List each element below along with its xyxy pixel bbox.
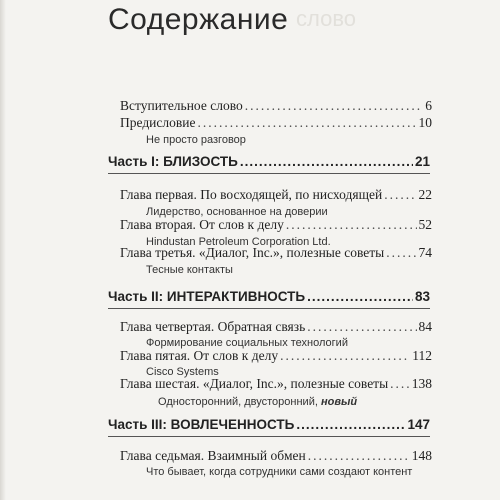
toc-entry-subtitle: Тесные контакты <box>146 264 233 276</box>
toc-entry-page: 84 <box>418 319 432 334</box>
toc-part-label: Часть III: ВОВЛЕЧЕННОСТЬ <box>108 417 295 432</box>
page-edge-shadow <box>0 0 6 500</box>
toc-entry-label: Глава пятая. От слов к делу <box>120 348 279 363</box>
toc-entry-page: 138 <box>411 376 432 391</box>
toc-entry-subtitle: Hindustan Petroleum Corporation Ltd. <box>146 236 331 248</box>
part-divider <box>108 308 430 309</box>
toc-entry-label: Глава четвертая. Обратная связь <box>120 319 306 334</box>
toc-part-page: 147 <box>407 417 430 432</box>
toc-entry-page: 74 <box>418 245 432 260</box>
toc-part-2[interactable] <box>108 289 430 304</box>
toc-entry-subtitle: Лидерство, основанное на доверии <box>146 206 328 218</box>
toc-entry-label: Глава вторая. От слов к делу <box>120 217 284 232</box>
toc-entry-label: Глава седьмая. Взаимный обмен <box>120 448 306 463</box>
toc-part-label: Часть I: БЛИЗОСТЬ <box>108 154 238 169</box>
toc-entry-subtitle: Cisco Systems <box>146 366 219 378</box>
part-divider <box>108 173 430 174</box>
toc-entry-label: Глава шестая. «Диалог, Inc.», полезные советы <box>120 376 389 391</box>
leader-dots <box>197 115 416 131</box>
toc-part-page: 83 <box>414 289 430 304</box>
toc-part-page: 21 <box>414 154 430 169</box>
leader-dots <box>308 448 410 464</box>
toc-chapter-4[interactable] <box>120 319 432 335</box>
toc-entry-label: Вступительное слово <box>120 98 243 113</box>
part-divider <box>108 436 430 437</box>
leader-dots <box>390 376 410 392</box>
toc-entry-subtitle: Не просто разговор <box>146 134 246 146</box>
toc-part-1[interactable] <box>108 154 430 169</box>
toc-chapter-7[interactable] <box>120 448 432 464</box>
toc-entry-page: 22 <box>418 187 432 202</box>
toc-entry-page: 52 <box>418 217 432 232</box>
leader-dots <box>240 154 413 169</box>
toc-entry-label: Глава первая. По восходящей, по нисходящей <box>120 187 383 202</box>
toc-entry-page: 112 <box>412 348 432 363</box>
leader-dots <box>245 98 424 114</box>
leader-dots <box>384 187 416 203</box>
leader-dots <box>307 289 413 304</box>
toc-entry-page: 148 <box>411 448 432 463</box>
bleed-through-text: слово <box>296 6 356 31</box>
leader-dots <box>296 417 405 432</box>
leader-dots <box>286 217 417 233</box>
toc-part-label: Часть II: ИНТЕРАКТИВНОСТЬ <box>108 289 306 304</box>
leader-dots <box>386 245 416 261</box>
toc-entry-label: Глава третья. «Диалог, Inc.», полезные советы <box>120 245 385 260</box>
toc-chapter-5[interactable] <box>120 348 432 364</box>
toc-chapter-6[interactable] <box>120 376 432 392</box>
toc-entry-subtitle <box>158 396 357 408</box>
toc-part-3[interactable] <box>108 417 430 432</box>
toc-entry-subtitle: Что бывает, когда сотрудники сами создают контент <box>146 466 413 478</box>
toc-entry-intro[interactable] <box>120 98 432 114</box>
toc-chapter-3[interactable] <box>120 245 432 261</box>
toc-entry-page: 10 <box>418 115 432 130</box>
toc-chapter-2[interactable] <box>120 217 432 233</box>
toc-entry-preface[interactable] <box>120 115 432 131</box>
toc-entry-subtitle-text: Односторонний, двусторонний, <box>158 396 318 408</box>
toc-chapter-1[interactable] <box>120 187 432 203</box>
toc-entry-page: 6 <box>425 98 432 113</box>
leader-dots <box>307 319 416 335</box>
toc-entry-subtitle-emphasis: новый <box>320 396 358 408</box>
page-title: Содержание <box>108 3 289 36</box>
toc-entry-label: Предисловие <box>120 115 196 130</box>
toc-entry-subtitle: Формирование социальных технологий <box>146 337 348 349</box>
leader-dots <box>280 348 410 364</box>
